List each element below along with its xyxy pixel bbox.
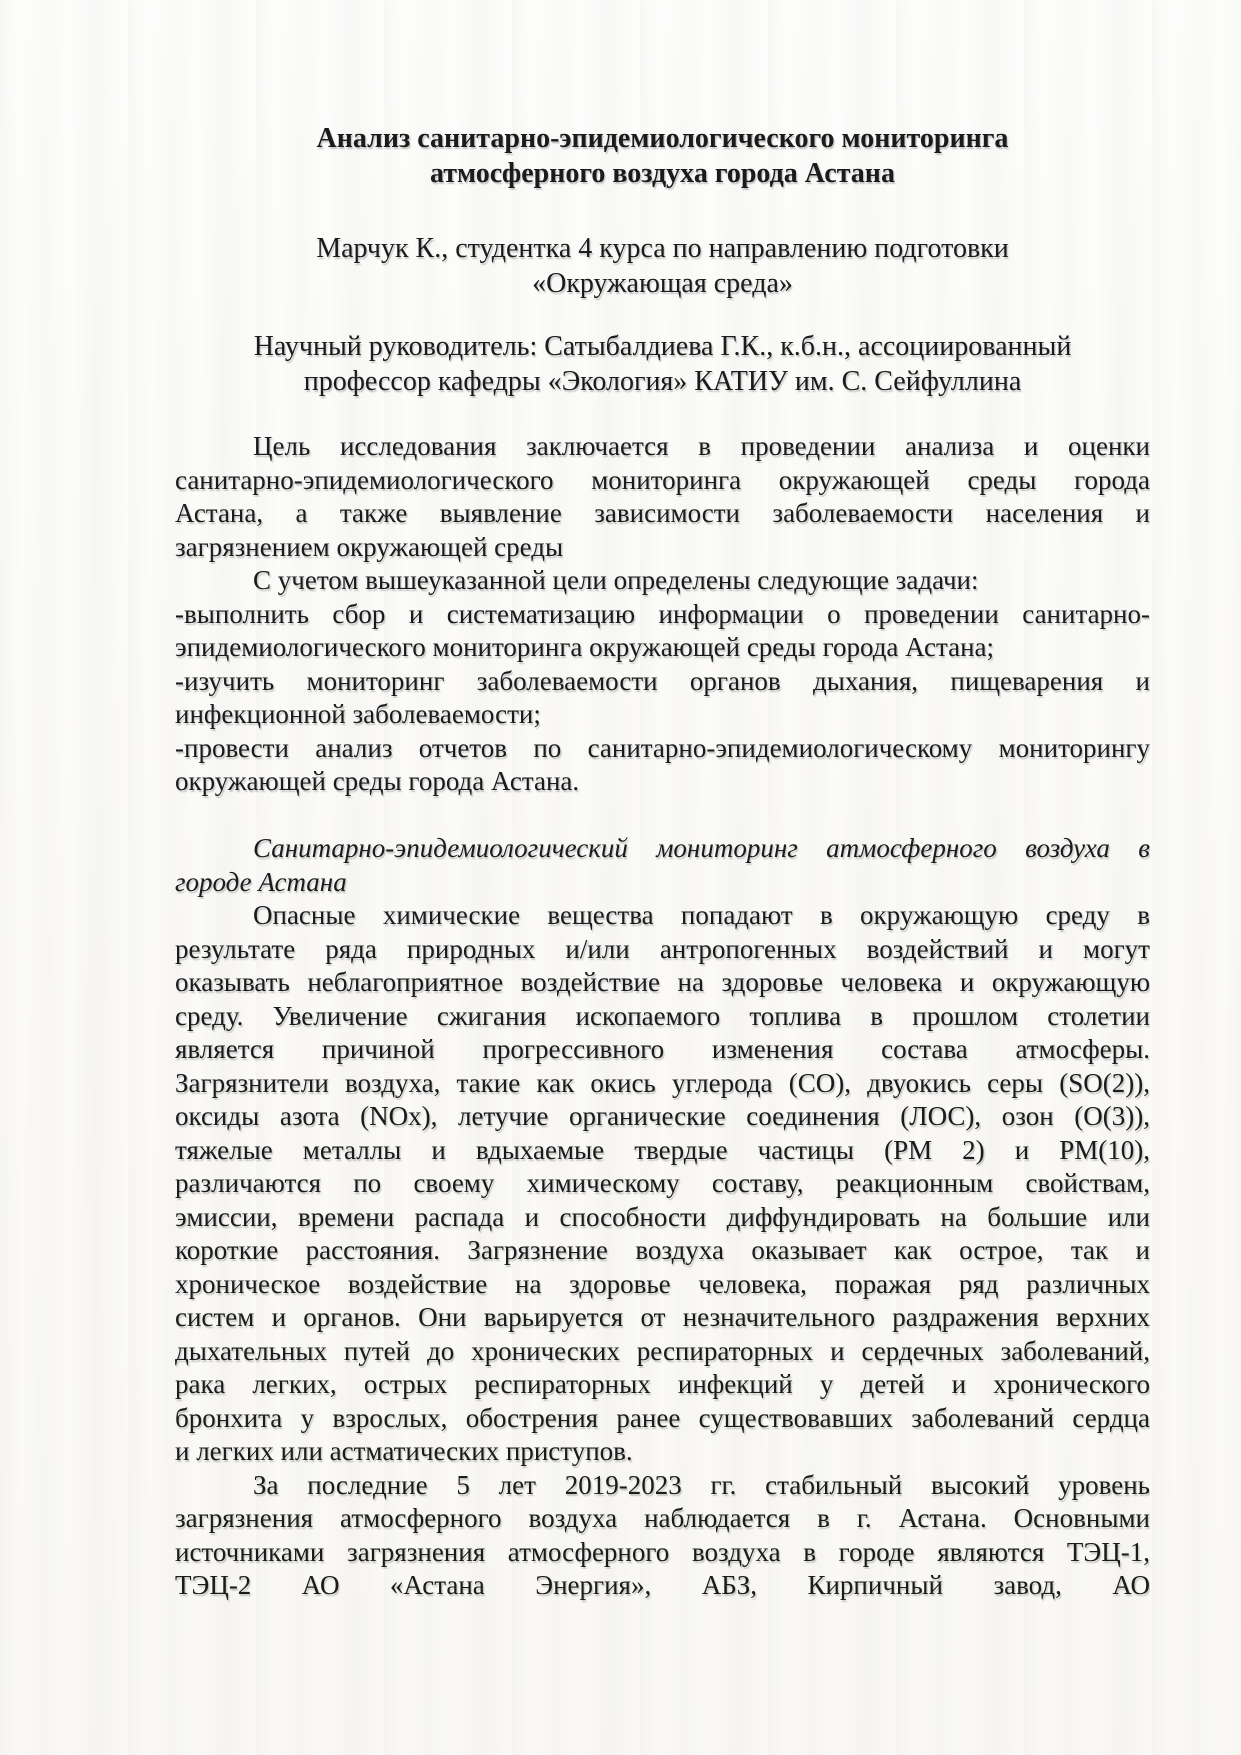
paragraph-task-2 [175,665,1150,732]
text-line: эпидемиологического мониторинга окружающей среды города Астана; [175,632,995,662]
text-line: загрязнением окружающей среды [175,531,564,562]
text-line: загрязнения атмосферного воздуха наблюдается в г. Астана. Основными [175,1503,1150,1533]
text-line: Марчук К., студентка 4 курса по направлению подготовки [316,233,1009,264]
text-line: санитарно-эпидемиологического мониторинга окружающей среды города [175,464,1150,495]
paragraph-task-1 [175,598,1150,665]
text-line: систем и органов. Они варьируется от незначительного раздражения верхних [175,1302,1150,1332]
paragraph-pollutants [175,899,1150,1469]
text-line: различаются по своему химическому составу, реакционным свойствам, [175,1168,1150,1198]
text-line: инфекционной заболеваемости; [175,699,541,729]
text-line: Цель исследования заключается в проведении анализа и оценки [253,431,1150,461]
paragraph-astana-sources [175,1469,1150,1603]
text-line: короткие расстояния. Загрязнение воздуха оказывает как острое, так и [175,1235,1150,1265]
doc-supervisor [175,329,1150,399]
text-line: рака легких, острых респираторных инфекций у детей и хронического [175,1369,1150,1399]
text-line: оксиды азота (NOx), летучие органические соединения (ЛОС), озон (O(3)), [175,1101,1150,1131]
text-line: источниками загрязнения атмосферного воздуха в городе являются ТЭЦ-1, [175,1536,1150,1567]
text-line: и легких или астматических приступов. [175,1436,633,1466]
section-heading-monitoring [175,832,1150,899]
text-line: Опасные химические вещества попадают в окружающую среду в [253,900,1150,930]
text-line: результате ряда природных и/или антропогенных воздействий и могут [175,933,1150,964]
text-line: хроническое воздействие на здоровье человека, поражая ряд различных [175,1268,1150,1299]
doc-body [175,430,1150,1603]
text-line: дыхательных путей до хронических респираторных и сердечных заболеваний, [175,1335,1150,1366]
paragraph-tasks-intro [175,564,1150,598]
text-line: окружающей среды города Астана. [175,766,580,796]
text-column [175,121,1150,1603]
text-line: эмиссии, времени распада и способности диффундировать на большие или [175,1201,1150,1232]
text-line: Санитарно-эпидемиологический мониторинг атмосферного воздуха в [253,833,1150,863]
blank-space [175,399,1150,430]
text-line: Анализ санитарно-эпидемиологического мониторинга [316,123,1009,154]
text-line: -изучить мониторинг заболеваемости органов дыхания, пищеварения и [175,665,1150,696]
text-line: Астана, а также выявление зависимости заболеваемости населения и [175,498,1150,528]
text-line: -провести анализ отчетов по санитарно-эпидемиологическому мониторингу [175,732,1150,763]
paragraph-task-3 [175,732,1150,799]
doc-title [175,121,1150,191]
blank-space [175,301,1150,329]
text-line: бронхита у взрослых, обострения ранее существовавших заболеваний сердца [175,1402,1150,1433]
text-line: оказывать неблагоприятное воздействие на здоровье человека и окружающую [175,967,1150,997]
text-line: За последние 5 лет 2019-2023 гг. стабильный высокий уровень [253,1469,1150,1500]
text-line: С учетом вышеуказанной цели определены следующие задачи: [253,565,979,595]
text-line: является причиной прогрессивного изменения состава атмосферы. [175,1034,1150,1064]
text-line: Научный руководитель: Сатыбалдиева Г.К., к.б.н., ассоциированный [253,331,1072,362]
text-line: профессор кафедры «Экология» КАТИУ им. С. Сейфуллина [303,366,1022,397]
text-line: -выполнить сбор и систематизацию информации о проведении санитарно- [175,598,1150,629]
text-line: ТЭЦ-2 АО «Астана Энергия», АБЗ, Кирпичный завод, АО [175,1570,1150,1600]
text-line: городе Астана [175,866,347,897]
paragraph-goal [175,430,1150,564]
blank-space [175,191,1150,231]
text-line: тяжелые металлы и вдыхаемые твердые частицы (PM 2) и PM(10), [175,1134,1150,1165]
doc-byline [175,231,1150,301]
text-line: «Окружающая среда» [532,268,793,299]
blank-line [175,799,1150,833]
text-line: среду. Увеличение сжигания ископаемого топлива в прошлом столетии [175,1000,1150,1031]
text-line: атмосферного воздуха города Астана [430,158,895,189]
text-line: Загрязнители воздуха, такие как окись углерода (CO), двуокись серы (SO(2)), [175,1067,1150,1098]
